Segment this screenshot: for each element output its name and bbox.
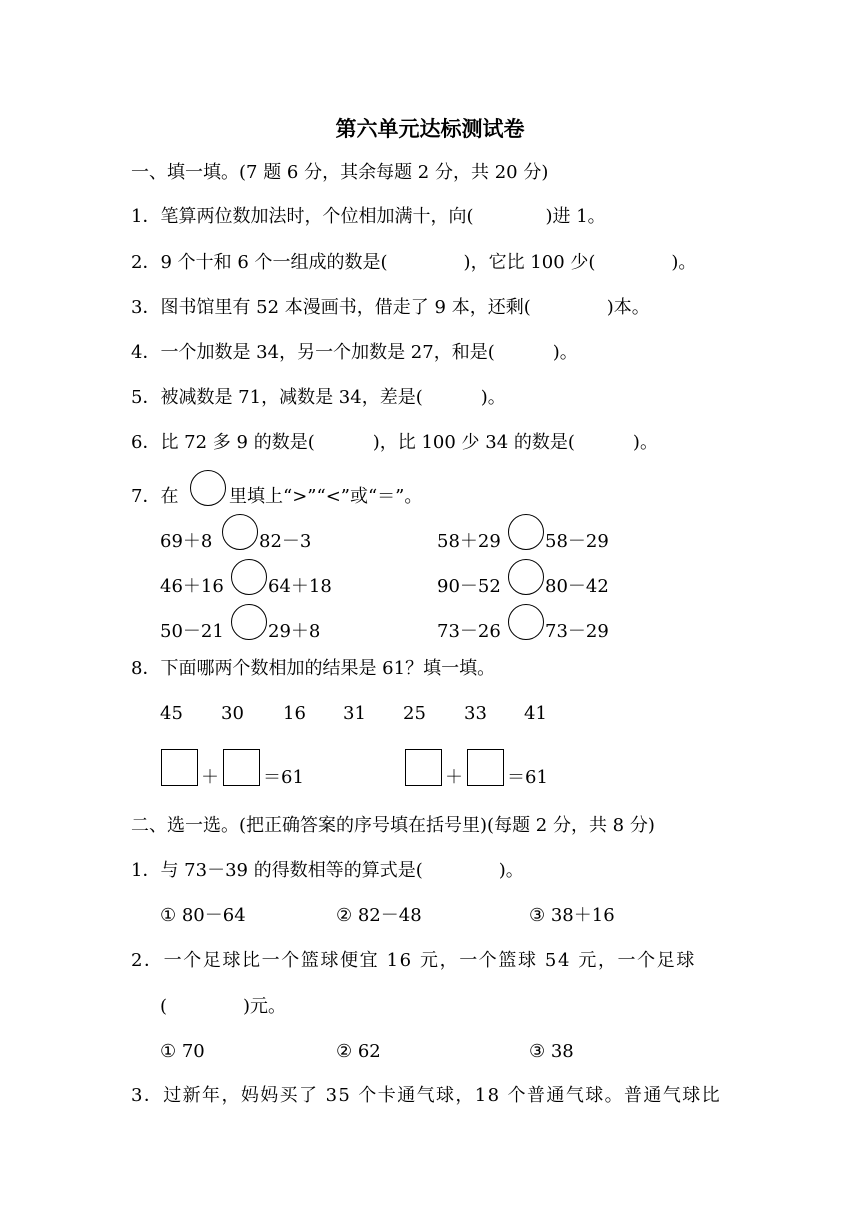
plus-sign: ＋ <box>445 767 463 788</box>
q-text: 1．与 73－39 的得数相等的算式是( <box>131 860 423 881</box>
q-text: 2．9 个十和 6 个一组成的数是( <box>131 252 388 273</box>
q-text: )。 <box>552 342 578 363</box>
q-text: 1．笔算两位数加法时，个位相加满十，向( <box>131 206 474 227</box>
question-1-5 <box>131 387 506 409</box>
compare-circle[interactable] <box>508 604 544 640</box>
equation-result: ＝61 <box>263 767 304 788</box>
answer-box[interactable] <box>467 749 504 786</box>
q-text: )进 1。 <box>545 206 606 227</box>
option-1: ① 70 <box>160 1041 205 1062</box>
expr-left: 69＋8 <box>160 531 213 552</box>
option-1: ① 80－64 <box>160 905 246 926</box>
q-text: )。 <box>632 432 658 453</box>
option-2: ② 62 <box>336 1041 381 1062</box>
answer-box[interactable] <box>405 749 442 786</box>
number-item: 41 <box>524 703 547 724</box>
equation-result: ＝61 <box>507 767 548 788</box>
question-1-7-a: 7．在 <box>131 486 179 507</box>
question-1-7-b: 里填上“>”“<”或“＝”。 <box>229 486 423 507</box>
section-1-heading: 一、填一填。(7 题 6 分，其余每题 2 分，共 20 分) <box>131 162 549 183</box>
number-item: 45 <box>160 703 183 724</box>
question-1-8: 8．下面哪两个数相加的结果是 61？填一填。 <box>131 658 496 679</box>
compare-circle[interactable] <box>508 514 544 550</box>
number-item: 31 <box>343 703 366 724</box>
section-2-heading: 二、选一选。(把正确答案的序号填在括号里)(每题 2 分，共 8 分) <box>131 815 655 836</box>
q-text: 4．一个加数是 34，另一个加数是 27，和是( <box>131 342 495 363</box>
question-1-1 <box>131 206 606 228</box>
expr-right: 80－42 <box>545 576 609 597</box>
compare-circle[interactable] <box>222 514 258 550</box>
question-1-3 <box>131 297 650 319</box>
question-2-3: 3．过新年，妈妈买了 35 个卡通气球，18 个普通气球。普通气球比 <box>131 1085 722 1106</box>
expr-right: 73－29 <box>545 621 609 642</box>
question-1-6 <box>131 432 658 454</box>
option-3: ③ 38 <box>529 1041 574 1062</box>
compare-circle[interactable] <box>508 559 544 595</box>
expr-left: 58＋29 <box>437 531 501 552</box>
q-text: 5．被减数是 71，减数是 34，差是( <box>131 387 423 408</box>
q-text: )。 <box>671 252 697 273</box>
expr-left: 90－52 <box>437 576 501 597</box>
question-2-1 <box>131 860 524 882</box>
expr-right: 82－3 <box>259 531 312 552</box>
expr-right: 29＋8 <box>268 621 321 642</box>
plus-sign: ＋ <box>201 767 219 788</box>
number-item: 25 <box>403 703 426 724</box>
compare-circle[interactable] <box>231 604 267 640</box>
compare-circle[interactable] <box>190 470 226 506</box>
q-text: )本。 <box>606 297 650 318</box>
question-2-2-cont <box>160 996 286 1018</box>
q-text: )。 <box>480 387 506 408</box>
question-2-2: 2．一个足球比一个篮球便宜 16 元，一个篮球 54 元，一个足球 <box>131 950 696 971</box>
q-text: )，它比 100 少( <box>463 252 596 273</box>
q-text: )，比 100 少 34 的数是( <box>372 432 575 453</box>
option-2: ② 82－48 <box>336 905 422 926</box>
compare-circle[interactable] <box>231 559 267 595</box>
q-text: )。 <box>498 860 524 881</box>
expr-left: 50－21 <box>160 621 224 642</box>
number-item: 16 <box>283 703 306 724</box>
q-text: 3．图书馆里有 52 本漫画书，借走了 9 本，还剩( <box>131 297 531 318</box>
number-item: 30 <box>221 703 244 724</box>
question-1-2 <box>131 252 696 274</box>
q-text: 6．比 72 多 9 的数是( <box>131 432 315 453</box>
option-3: ③ 38＋16 <box>529 905 615 926</box>
expr-right: 58－29 <box>545 531 609 552</box>
q-text: )元。 <box>243 996 287 1017</box>
number-item: 33 <box>464 703 487 724</box>
answer-box[interactable] <box>161 749 198 786</box>
expr-left: 73－26 <box>437 621 501 642</box>
expr-right: 64＋18 <box>268 576 332 597</box>
page-title: 第六单元达标测试卷 <box>335 117 525 141</box>
q-text: ( <box>160 996 168 1017</box>
question-1-4 <box>131 342 578 364</box>
answer-box[interactable] <box>223 749 260 786</box>
expr-left: 46＋16 <box>160 576 224 597</box>
